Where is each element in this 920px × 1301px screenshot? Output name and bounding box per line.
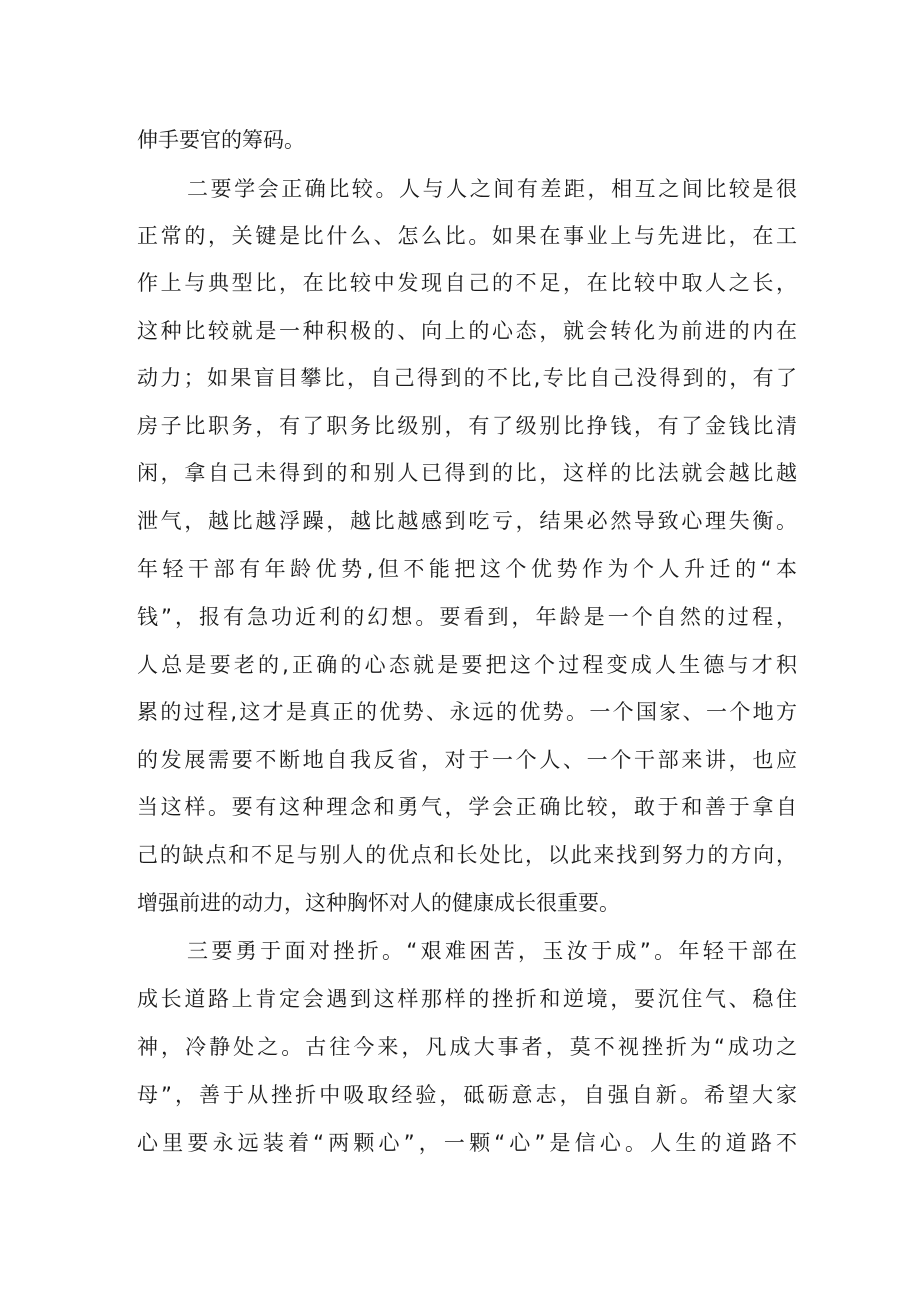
text-line: 伸手要官的筹码。 (137, 128, 305, 152)
text-line: 累的过程,这才是真正的优势、永远的优势。一个国家、一个地方 (137, 700, 797, 724)
text-line: 房子比职务，有了职务比级别，有了级别比挣钱，有了金钱比清 (137, 414, 797, 438)
text-line: 泄气，越比越浮躁，越比越感到吃亏，结果必然导致心理失衡。 (137, 509, 797, 533)
text-line: 心里要永远装着“两颗心”，一颗“心”是信心。人生的道路不 (137, 1131, 797, 1155)
text-line: 神，冷静处之。古往今来，凡成大事者，莫不视挫折为“成功之 (137, 1035, 797, 1059)
text-line: 的发展需要不断地自我反省，对于一个人、一个干部来讲，也应 (137, 748, 797, 772)
text-line: 正常的，关键是比什么、怎么比。如果在事业上与先进比，在工 (137, 224, 797, 248)
text-line: 人总是要老的,正确的心态就是要把这个过程变成人生德与才积 (137, 653, 797, 677)
text-line: 年轻干部有年龄优势,但不能把这个优势作为个人升迁的“本 (137, 557, 797, 581)
text-line: 这种比较就是一种积极的、向上的心态，就会转化为前进的内在 (137, 319, 797, 343)
text-line: 己的缺点和不足与别人的优点和长处比，以此来找到努力的方向， (137, 843, 797, 867)
text-line: 二要学会正确比较。人与人之间有差距，相互之间比较是很 (187, 177, 797, 201)
text-line: 母”，善于从挫折中吸取经验，砥砺意志，自强自新。希望大家 (137, 1083, 797, 1107)
text-line: 作上与典型比，在比较中发现自己的不足，在比较中取人之长， (137, 271, 797, 295)
text-line: 闲，拿自己未得到的和别人已得到的比，这样的比法就会越比越 (137, 461, 797, 485)
text-line: 三要勇于面对挫折。“艰难困苦，玉汝于成”。年轻干部在 (187, 939, 797, 963)
text-line: 当这样。要有这种理念和勇气，学会正确比较，敢于和善于拿自 (137, 795, 797, 819)
text-line: 钱”，报有急功近利的幻想。要看到，年龄是一个自然的过程， (137, 605, 797, 629)
text-line: 成长道路上肯定会遇到这样那样的挫折和逆境，要沉住气、稳住 (137, 987, 797, 1011)
text-line: 动力；如果盲目攀比，自己得到的不比,专比自己没得到的，有了 (137, 366, 797, 390)
text-line: 增强前进的动力，这种胸怀对人的健康成长很重要。 (137, 891, 620, 915)
